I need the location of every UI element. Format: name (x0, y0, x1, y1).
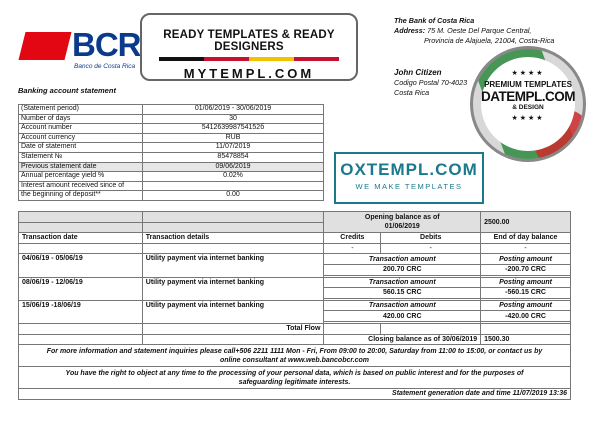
bank-name: The Bank of Costa Rica (394, 16, 475, 25)
closing-blank-1 (19, 334, 143, 345)
posting-amount: -420.00 CRC (481, 311, 571, 322)
watermark-mytempl (140, 13, 358, 81)
info-value (143, 181, 324, 191)
info-label: Date of statement (19, 143, 143, 153)
info-label: (Statement period) (19, 105, 143, 115)
seal-line3: & DESIGN (512, 104, 544, 111)
total-flow-label: Total Flow (142, 323, 324, 334)
transaction-amount: 420.00 CRC (324, 311, 481, 322)
watermark-flag-bars (159, 57, 339, 61)
info-row (19, 143, 324, 153)
header-row (19, 233, 571, 244)
transaction-date: 08/06/19 - 12/06/19 (19, 277, 143, 300)
footer-contact-row (19, 345, 571, 367)
info-value: 541263998754152б (143, 124, 324, 134)
header-credits: Credits (324, 233, 381, 244)
transaction-details: Utility payment via internet banking (142, 300, 324, 323)
opening-value: 2500.00 (481, 212, 571, 233)
transaction-row (19, 300, 571, 311)
seal-line1: PREMIUM TEMPLATES (484, 80, 572, 89)
statement-info-table (18, 104, 324, 201)
transaction-amount: 200.70 CRC (324, 264, 481, 275)
posting-amount-label: Posting amount (481, 277, 571, 288)
transaction-details: Utility payment via internet banking (142, 277, 324, 300)
total-eod (481, 323, 571, 334)
transaction-date: 15/06/19 -18/06/19 (19, 300, 143, 323)
header-transaction-details: Transaction details (142, 233, 324, 244)
blank-debits: - (381, 243, 481, 254)
total-debits (381, 323, 481, 334)
transaction-date: 04/06/19 - 05/06/19 (19, 254, 143, 277)
address-label: Address: (394, 26, 426, 35)
info-value: 0.00 (143, 191, 324, 201)
info-label: Account number (19, 124, 143, 134)
transaction-amount-label: Transaction amount (324, 300, 481, 311)
blank-eod: - (481, 243, 571, 254)
info-label: Number of days (19, 114, 143, 124)
transaction-amount: 560.15 CRC (324, 288, 481, 299)
closing-label: Closing balance as of 30/06/2019 (324, 334, 481, 345)
transaction-details: Utility payment via internet banking (142, 254, 324, 277)
customer-line2: Costa Rica (394, 88, 430, 97)
footer-rights (19, 367, 571, 389)
opening-blank-1 (19, 212, 143, 223)
opening-blank-2 (142, 212, 324, 223)
footer-line2: online consultant at www.web.bancobcr.com (219, 356, 370, 364)
opening-label-line2: 01/06/2019 (384, 223, 420, 231)
seal-stars-bottom: ★★★★ (511, 115, 545, 122)
info-label: Annual percentage yield % (19, 172, 143, 182)
transactions-table (18, 211, 571, 400)
info-value: 85478854 (143, 152, 324, 162)
posting-amount-label: Posting amount (481, 254, 571, 265)
transaction-amount-label: Transaction amount (324, 254, 481, 265)
seal-stars-top: ★★★★ (511, 70, 545, 77)
info-row (19, 162, 324, 172)
footer-line4: safeguarding legitimate interests. (238, 378, 351, 386)
footer-line1: For more information and statement inquiries please call+506 2211 1111 Mon - Fri, From 09:00 to 20:00, Saturday from 11:00 to 15:00, or contact us by (46, 347, 543, 355)
closing-blank-2 (142, 334, 324, 345)
info-row (19, 181, 324, 191)
info-row (19, 133, 324, 143)
watermark-oxtempl (334, 152, 484, 204)
info-row (19, 191, 324, 201)
info-label: Previous statement date (19, 162, 143, 172)
info-value: 0.02% (143, 172, 324, 182)
footer-contact (19, 345, 571, 367)
info-row (19, 172, 324, 182)
transaction-row (19, 277, 571, 288)
posting-amount: -200.70 CRC (481, 264, 571, 275)
transaction-amount-label: Transaction amount (324, 277, 481, 288)
blank-row (19, 243, 571, 254)
logo-wordmark: BCR (72, 26, 141, 63)
customer-block (394, 68, 467, 98)
header-debits: Debits (381, 233, 481, 244)
info-value: RUB (143, 133, 324, 143)
opening-row (19, 212, 571, 223)
info-value: 11/07/2019 (143, 143, 324, 153)
closing-row (19, 334, 571, 345)
statement-title: Banking account statement (18, 86, 116, 95)
info-label: the beginning of deposit** (19, 191, 143, 201)
footer-rights-row (19, 367, 571, 389)
closing-value: 1500.30 (481, 334, 571, 345)
total-flow-row (19, 323, 571, 334)
opening-blank-3 (19, 222, 143, 233)
watermark-line2: MYTEMPL.COM (183, 66, 315, 81)
info-label: Statement № (19, 152, 143, 162)
opening-blank-4 (142, 222, 324, 233)
footer-line3: You have the right to object at any time to the processing of your personal data, which is based on public interest and for the purposes of (65, 369, 524, 377)
customer-line1: Codigo Postal 70-4023 (394, 78, 468, 87)
customer-name: John Citizen (394, 68, 442, 77)
info-value: 30 (143, 114, 324, 124)
blank-cell-2 (142, 243, 324, 254)
total-blank (19, 323, 143, 334)
transaction-row (19, 254, 571, 265)
opening-label (324, 212, 481, 233)
seal-inner (481, 57, 575, 151)
posting-amount-label: Posting amount (481, 300, 571, 311)
oxtempl-line2: WE MAKE TEMPLATES (355, 182, 463, 191)
bank-address-line1 (394, 26, 554, 36)
oxtempl-line1: OXTEMPL.COM (340, 160, 478, 179)
seal-line2: DATEMPL.COM (481, 89, 575, 104)
info-row (19, 152, 324, 162)
info-row (19, 124, 324, 134)
info-value: 09/06/2019 (143, 162, 324, 172)
opening-label-line1: Opening balance as of (364, 214, 440, 222)
logo-red-shape (19, 32, 72, 60)
info-label: Account currency (19, 133, 143, 143)
bank-address-block (394, 16, 554, 46)
logo-subtitle: Banco de Costa Rica (74, 63, 136, 70)
blank-credits: - (324, 243, 381, 254)
header-transaction-date: Transaction date (19, 233, 143, 244)
info-row (19, 105, 324, 115)
info-label: Interest amount received since of (19, 181, 143, 191)
total-credits (324, 323, 381, 334)
info-row (19, 114, 324, 124)
premium-templates-seal (470, 46, 586, 162)
statement-generated: Statement generation date and time 11/07/2019 13:36 (19, 389, 571, 400)
blank-cell-1 (19, 243, 143, 254)
posting-amount: -560.15 CRC (481, 288, 571, 299)
address-text-1: 75 M. Oeste Del Parque Central, (427, 26, 532, 35)
footer-generated-row (19, 389, 571, 400)
bank-address-line2: Provincia de Alajuela, 21004, Costa-Rica (424, 36, 555, 45)
bcr-logo (22, 26, 142, 78)
header-end-of-day-balance: End of day balance (481, 233, 571, 244)
watermark-line1: READY TEMPLATES & READY DESIGNERS (163, 29, 335, 53)
info-value: 01/06/2019 - 30/06/2019 (143, 105, 324, 115)
